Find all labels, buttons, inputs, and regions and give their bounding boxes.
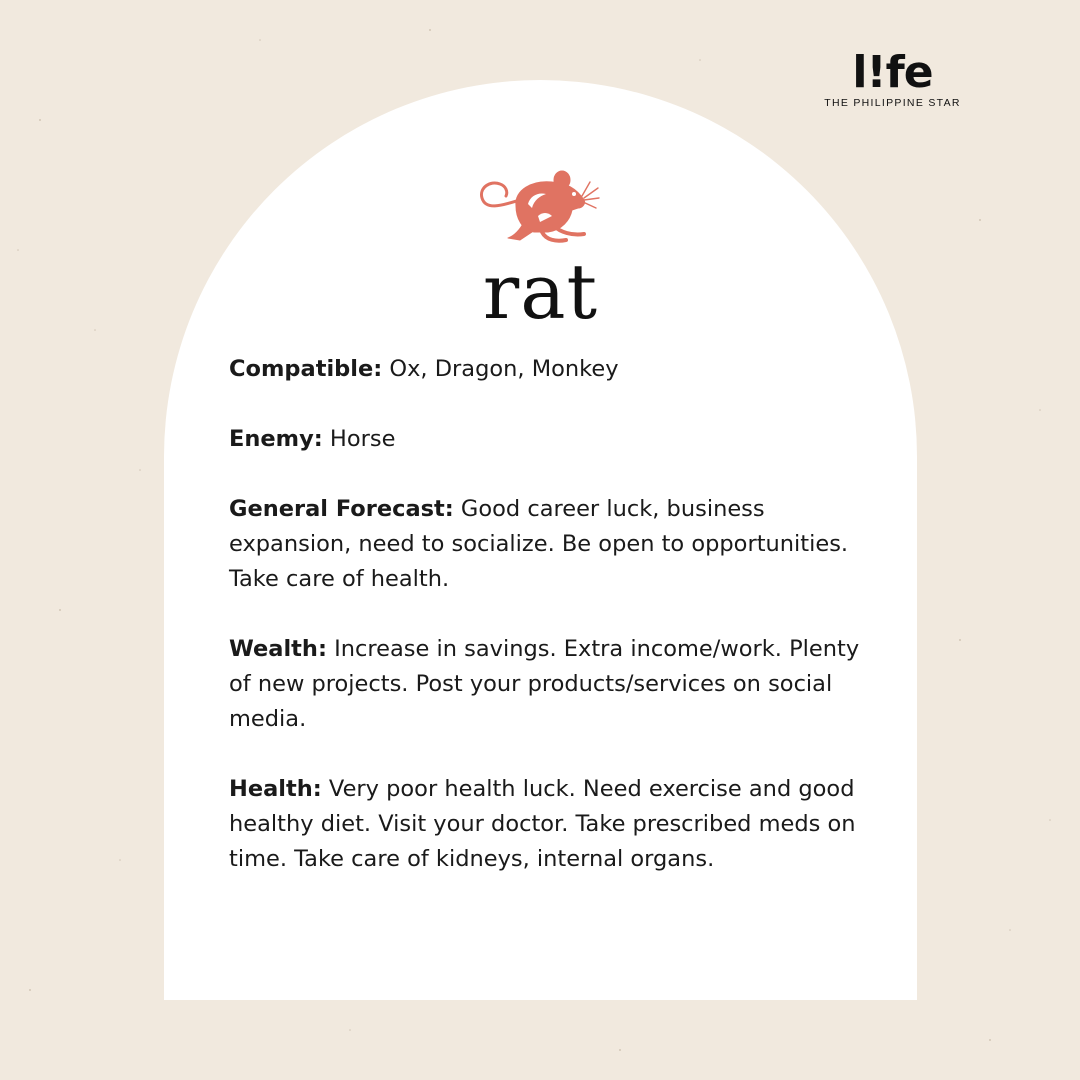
sign-title: rat (482, 247, 599, 336)
entry-text: Increase in savings. Extra income/work. Plenty of new projects. Post your products/services on social media. (229, 636, 860, 732)
entry-text: Horse (322, 426, 396, 452)
entry-label: General Forecast: (229, 496, 454, 522)
entry-text: Very poor health luck. Need exercise and good healthy diet. Visit your doctor. Take prescribed meds on time. Take care of kidneys, internal organs. (229, 776, 856, 872)
entry-text: Good career luck, business expansion, need to socialize. Be open to opportunities. Take care of health. (229, 496, 849, 592)
rat-icon (476, 160, 600, 250)
forecast-content (229, 352, 869, 912)
entry-health (229, 772, 869, 877)
entry-compatible (229, 352, 869, 387)
entry-label: Wealth: (229, 636, 327, 662)
entry-text: Ox, Dragon, Monkey (382, 356, 619, 382)
entry-label: Health: (229, 776, 322, 802)
logo-mark: l!fe (852, 47, 933, 98)
entry-wealth (229, 632, 869, 737)
logo-tagline: THE PHILIPPINE STAR (824, 97, 961, 109)
entry-general-forecast (229, 492, 869, 597)
entry-label: Compatible: (229, 356, 383, 382)
entry-enemy (229, 422, 869, 457)
entry-label: Enemy: (229, 426, 323, 452)
brand-logo (815, 47, 970, 109)
